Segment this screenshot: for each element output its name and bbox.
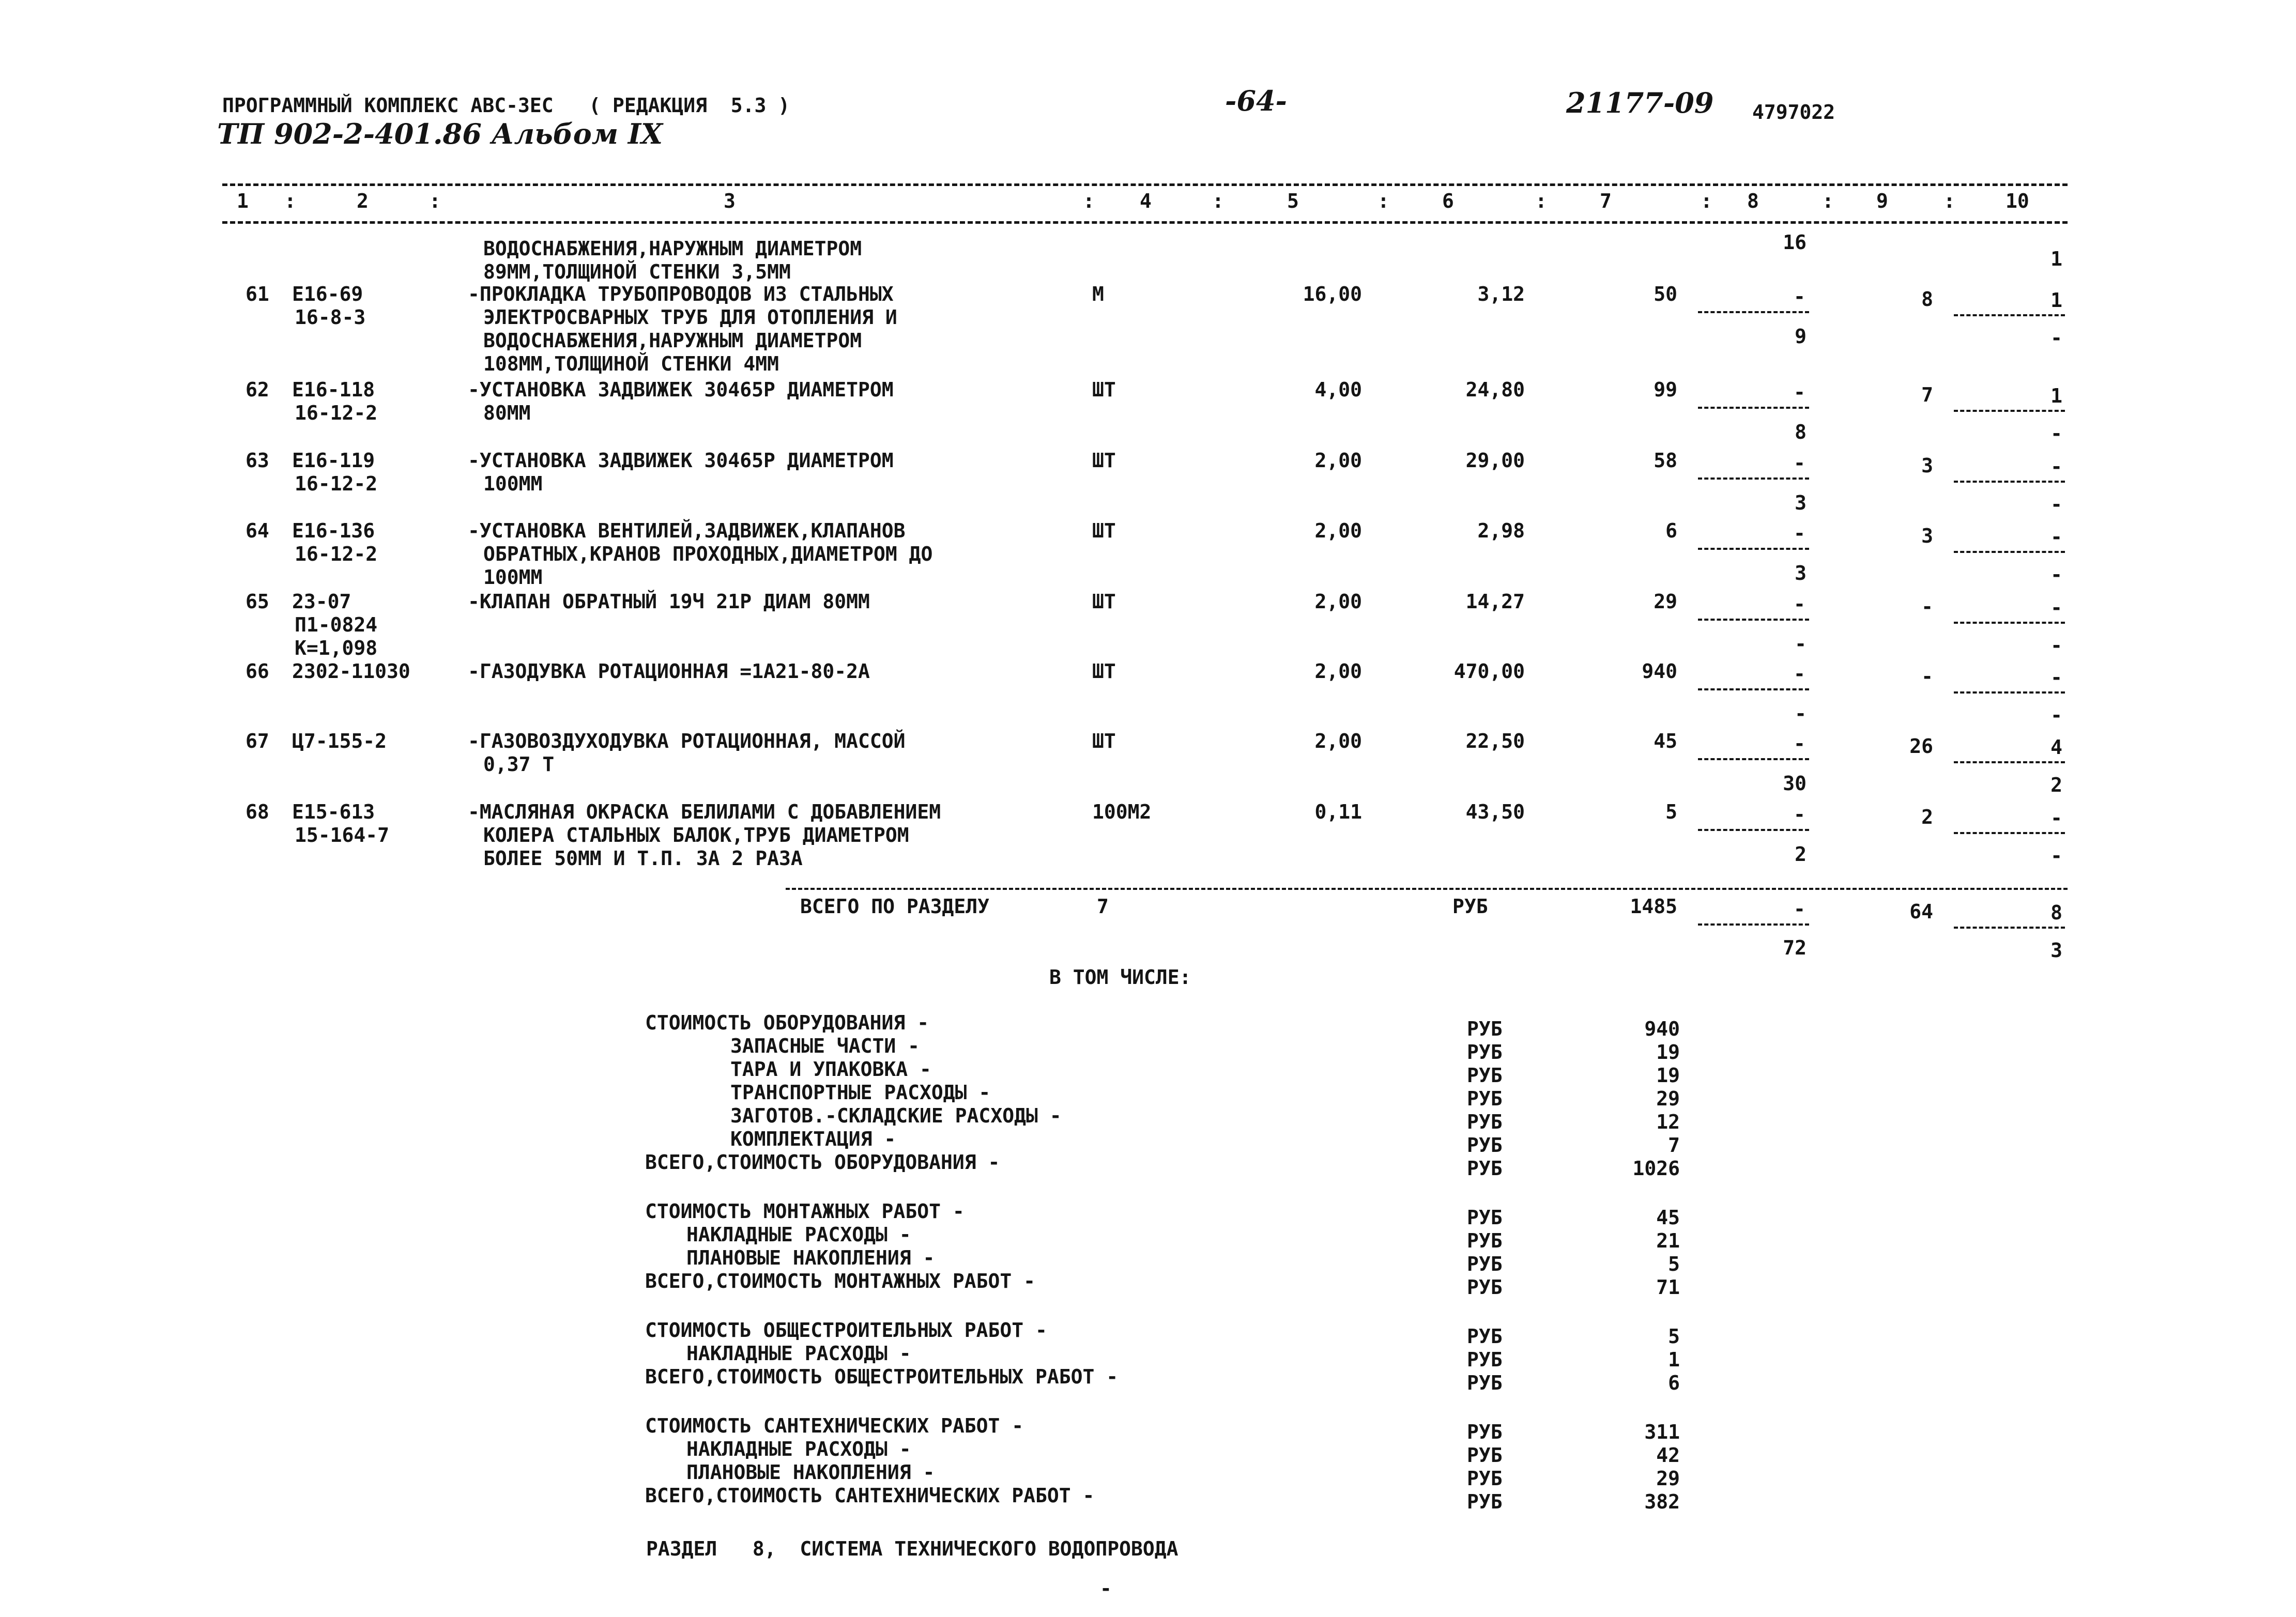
breakdown-value: 29 — [1656, 1087, 1680, 1110]
breakdown-unit: РУБ — [1467, 1087, 1503, 1110]
work-description: ВОДОСНАБЖЕНИЯ,НАРУЖНЫМ ДИАМЕТРОМ — [483, 329, 862, 352]
rate-code: Е16-136 — [292, 519, 375, 542]
unit-price: 24,80 — [1465, 378, 1525, 401]
col8-fraction-line — [1698, 311, 1809, 313]
col8-bottom: 2 — [1795, 843, 1807, 866]
document-code: 4797022 — [1752, 101, 1835, 124]
col10-bottom: 3 — [2050, 939, 2062, 962]
col10-bottom: - — [2050, 493, 2062, 516]
column-header-9: 9 — [1876, 190, 1888, 212]
col10-top: 1 — [2050, 289, 2062, 312]
unit-of-measure: ШТ — [1092, 519, 1116, 542]
column-header-8: 8 — [1747, 190, 1759, 212]
unit-price: 22,50 — [1465, 730, 1525, 752]
breakdown-unit: РУБ — [1467, 1467, 1503, 1490]
work-description: КОЛЕРА СТАЛЬНЫХ БАЛОК,ТРУБ ДИАМЕТРОМ — [483, 824, 909, 846]
section-total-label: ВСЕГО ПО РАЗДЕЛУ — [800, 895, 990, 918]
unit-of-measure: 100М2 — [1092, 800, 1152, 823]
col10-top: 8 — [2050, 901, 2062, 924]
col10-fraction-line — [1954, 927, 2065, 929]
col9-value: - — [1921, 665, 1933, 688]
column-header-6: 6 — [1442, 190, 1454, 212]
col8-bottom: 8 — [1795, 421, 1807, 443]
item-number: 68 — [246, 800, 269, 823]
total-rule — [786, 888, 2068, 890]
section-total-count: 7 — [1097, 895, 1109, 918]
breakdown-label: ПЛАНОВЫЕ НАКОПЛЕНИЯ - — [686, 1246, 935, 1269]
breakdown-label: ВСЕГО,СТОИМОСТЬ ОБОРУДОВАНИЯ - — [645, 1151, 1000, 1174]
col10-bottom: - — [2050, 844, 2062, 867]
unit-of-measure: ШТ — [1092, 660, 1116, 683]
col8-bottom: 9 — [1795, 325, 1807, 348]
breakdown-unit: РУБ — [1467, 1018, 1503, 1040]
unit-price: 29,00 — [1465, 449, 1525, 472]
breakdown-label: ПЛАНОВЫЕ НАКОПЛЕНИЯ - — [686, 1461, 935, 1484]
item-number: 67 — [246, 730, 269, 752]
column-header-10: 10 — [2006, 190, 2029, 212]
rate-code: Е16-69 — [292, 283, 363, 305]
column-separator: : — [1701, 190, 1712, 212]
item-number: 61 — [246, 283, 269, 305]
col8-value: - — [1794, 522, 1805, 545]
col8-fraction-line — [1698, 758, 1809, 760]
breakdown-value: 6 — [1668, 1372, 1680, 1394]
column-separator: : — [429, 190, 441, 212]
column-header-3: 3 — [724, 190, 736, 212]
breakdown-unit: РУБ — [1467, 1111, 1503, 1133]
quantity: 2,00 — [1314, 519, 1362, 542]
col9-value: 2 — [1921, 806, 1933, 828]
breakdown-label: ВСЕГО,СТОИМОСТЬ МОНТАЖНЫХ РАБОТ - — [645, 1270, 1035, 1292]
total-cost: 99 — [1654, 378, 1677, 401]
breakdown-unit: РУБ — [1467, 1229, 1503, 1252]
unit-price: 470,00 — [1453, 660, 1525, 683]
col10-top: - — [2050, 455, 2062, 478]
breakdown-value: 19 — [1656, 1041, 1680, 1064]
work-description: -УСТАНОВКА ЗАДВИЖЕК 30465Р ДИАМЕТРОМ — [468, 378, 894, 401]
total-cost: 29 — [1654, 590, 1677, 613]
col8-top: 16 — [1783, 231, 1807, 254]
breakdown-value: 71 — [1656, 1276, 1680, 1299]
breakdown-unit: РУБ — [1467, 1490, 1503, 1513]
breakdown-value: 12 — [1656, 1111, 1680, 1133]
column-separator: : — [1822, 190, 1834, 212]
col10-top: - — [2050, 596, 2062, 619]
section-total-unit: РУБ — [1452, 895, 1488, 918]
col9-value: 3 — [1921, 525, 1933, 547]
page-number: -64- — [1225, 84, 1287, 117]
col8-bottom: 3 — [1795, 491, 1807, 514]
unit-of-measure: ШТ — [1092, 590, 1116, 613]
work-description: 80ММ — [483, 402, 531, 424]
program-title: ПРОГРАММНЫЙ КОМПЛЕКС АВС-3ЕС ( РЕДАКЦИЯ 5.3 ) — [222, 94, 790, 117]
breakdown-value: 19 — [1656, 1064, 1680, 1087]
unit-price: 3,12 — [1477, 283, 1525, 305]
section-total-value: 1485 — [1630, 895, 1677, 918]
col10-top: 4 — [2050, 736, 2062, 759]
work-description: ЭЛЕКТРОСВАРНЫХ ТРУБ ДЛЯ ОТОПЛЕНИЯ И — [483, 306, 897, 329]
quantity: 2,00 — [1314, 660, 1362, 683]
col10-fraction-line — [1954, 691, 2065, 694]
breakdown-label: НАКЛАДНЫЕ РАСХОДЫ - — [686, 1223, 911, 1246]
item-number: 66 — [246, 660, 269, 683]
breakdown-label: СТОИМОСТЬ ОБЩЕСТРОИТЕЛЬНЫХ РАБОТ - — [645, 1319, 1047, 1342]
work-description: -ГАЗОВОЗДУХОДУВКА РОТАЦИОННАЯ, МАССОЙ — [468, 730, 906, 752]
col8-value: - — [1794, 663, 1805, 685]
breakdown-value: 29 — [1656, 1467, 1680, 1490]
next-section-heading: РАЗДЕЛ 8, СИСТЕМА ТЕХНИЧЕСКОГО ВОДОПРОВОДА — [646, 1537, 1178, 1560]
rate-code: 16-12-2 — [295, 402, 378, 424]
column-header-4: 4 — [1140, 190, 1152, 212]
rate-code: 2302-11030 — [292, 660, 410, 683]
col8-value: - — [1794, 285, 1805, 308]
work-description: -УСТАНОВКА ВЕНТИЛЕЙ,ЗАДВИЖЕК,КЛАПАНОВ — [468, 519, 906, 542]
col10-bottom: - — [2050, 563, 2062, 586]
breakdown-unit: РУБ — [1467, 1206, 1503, 1229]
col8-bottom: - — [1795, 702, 1807, 725]
col10-fraction-line — [1954, 622, 2065, 624]
col10-top: - — [2050, 526, 2062, 548]
breakdown-label: СТОИМОСТЬ МОНТАЖНЫХ РАБОТ - — [645, 1200, 965, 1223]
col8-value: - — [1794, 898, 1805, 920]
quantity: 0,11 — [1314, 800, 1362, 823]
breakdown-value: 21 — [1656, 1229, 1680, 1252]
col10-bottom: - — [2050, 634, 2062, 657]
breakdown-value: 1 — [1668, 1348, 1680, 1371]
work-description: ВОДОСНАБЖЕНИЯ,НАРУЖНЫМ ДИАМЕТРОМ — [483, 237, 862, 260]
breakdown-label: ВСЕГО,СТОИМОСТЬ ОБЩЕСТРОИТЕЛЬНЫХ РАБОТ - — [645, 1365, 1119, 1388]
col8-bottom: - — [1795, 633, 1807, 655]
breakdown-label: НАКЛАДНЫЕ РАСХОДЫ - — [686, 1438, 911, 1460]
page-footer-mark: - — [1100, 1577, 1112, 1600]
column-separator: : — [1083, 190, 1095, 212]
rate-code: Е15-613 — [292, 800, 375, 823]
breakdown-unit: РУБ — [1467, 1444, 1503, 1467]
col9-value: 3 — [1921, 454, 1933, 477]
breakdown-unit: РУБ — [1467, 1064, 1503, 1087]
col9-value: 8 — [1921, 288, 1933, 311]
col9-value: 7 — [1921, 383, 1933, 406]
column-header-2: 2 — [357, 190, 369, 212]
col9-value: 64 — [1909, 900, 1933, 923]
work-description: -УСТАНОВКА ЗАДВИЖЕК 30465Р ДИАМЕТРОМ — [468, 449, 894, 472]
rate-code: К=1,098 — [295, 637, 378, 659]
unit-price: 43,50 — [1465, 800, 1525, 823]
col8-bottom: 30 — [1783, 772, 1807, 795]
col8-value: - — [1794, 593, 1805, 615]
total-cost: 58 — [1654, 449, 1677, 472]
col10-fraction-line — [1954, 314, 2065, 316]
breakdown-label: ТАРА И УПАКОВКА - — [730, 1058, 931, 1081]
column-header-1: 1 — [237, 190, 249, 212]
document-number: 21177-09 — [1566, 86, 1714, 119]
col10-bottom: - — [2050, 327, 2062, 349]
column-header-7: 7 — [1600, 190, 1612, 212]
breakdown-label: ЗАГОТОВ.-СКЛАДСКИЕ РАСХОДЫ - — [730, 1104, 1062, 1127]
work-description: -ПРОКЛАДКА ТРУБОПРОВОДОВ ИЗ СТАЛЬНЫХ — [468, 283, 894, 305]
total-cost: 5 — [1665, 800, 1677, 823]
item-number: 64 — [246, 519, 269, 542]
col8-value: - — [1794, 803, 1805, 826]
rate-code: 15-164-7 — [295, 824, 390, 846]
rate-code: Е16-118 — [292, 378, 375, 401]
col10-bottom: 1 — [2050, 248, 2062, 270]
rate-code: Е16-119 — [292, 449, 375, 472]
col8-fraction-line — [1698, 688, 1809, 690]
breakdown-unit: РУБ — [1467, 1041, 1503, 1064]
work-description: 89ММ,ТОЛЩИНОЙ СТЕНКИ 3,5ММ — [483, 260, 791, 283]
unit-of-measure: ШТ — [1092, 449, 1116, 472]
col10-top: - — [2050, 666, 2062, 689]
col8-value: - — [1794, 381, 1805, 404]
rate-code: Ц7-155-2 — [292, 730, 387, 752]
column-separator: : — [1535, 190, 1547, 212]
col8-fraction-line — [1698, 923, 1809, 926]
work-description: 0,37 Т — [483, 753, 555, 776]
total-cost: 45 — [1654, 730, 1677, 752]
col10-bottom: - — [2050, 704, 2062, 727]
rate-code: 16-12-2 — [295, 472, 378, 495]
item-number: 65 — [246, 590, 269, 613]
breakdown-value: 382 — [1644, 1490, 1680, 1513]
work-description: ОБРАТНЫХ,КРАНОВ ПРОХОДНЫХ,ДИАМЕТРОМ ДО — [483, 543, 933, 565]
col10-fraction-line — [1954, 410, 2065, 412]
breakdown-unit: РУБ — [1467, 1348, 1503, 1371]
header-rule-bottom — [222, 221, 2068, 224]
col8-value: - — [1794, 732, 1805, 755]
col8-fraction-line — [1698, 619, 1809, 621]
breakdown-unit: РУБ — [1467, 1157, 1503, 1180]
column-separator: : — [1377, 190, 1389, 212]
quantity: 4,00 — [1314, 378, 1362, 401]
breakdown-value: 7 — [1668, 1134, 1680, 1157]
work-description: 100ММ — [483, 472, 543, 495]
work-description: -КЛАПАН ОБРАТНЫЙ 19Ч 21Р ДИАМ 80ММ — [468, 590, 870, 613]
col8-fraction-line — [1698, 478, 1809, 480]
col10-fraction-line — [1954, 832, 2065, 834]
column-separator: : — [284, 190, 296, 212]
breakdown-unit: РУБ — [1467, 1134, 1503, 1157]
header-rule-top — [222, 183, 2068, 186]
total-cost: 6 — [1665, 519, 1677, 542]
col9-value: - — [1921, 595, 1933, 618]
breakdown-label: ВСЕГО,СТОИМОСТЬ САНТЕХНИЧЕСКИХ РАБОТ - — [645, 1484, 1095, 1507]
col8-fraction-line — [1698, 548, 1809, 550]
unit-price: 14,27 — [1465, 590, 1525, 613]
quantity: 2,00 — [1314, 449, 1362, 472]
breakdown-unit: РУБ — [1467, 1372, 1503, 1394]
breakdown-unit: РУБ — [1467, 1276, 1503, 1299]
breakdown-label: СТОИМОСТЬ ОБОРУДОВАНИЯ - — [645, 1011, 929, 1034]
work-description: -МАСЛЯНАЯ ОКРАСКА БЕЛИЛАМИ С ДОБАВЛЕНИЕМ — [468, 800, 941, 823]
breakdown-label: НАКЛАДНЫЕ РАСХОДЫ - — [686, 1342, 911, 1365]
breakdown-value: 42 — [1656, 1444, 1680, 1467]
breakdown-label: ТРАНСПОРТНЫЕ РАСХОДЫ - — [730, 1081, 991, 1104]
unit-of-measure: ШТ — [1092, 730, 1116, 752]
work-description: 108ММ,ТОЛЩИНОЙ СТЕНКИ 4ММ — [483, 352, 779, 375]
rate-code: 16-12-2 — [295, 543, 378, 565]
col8-bottom: 3 — [1795, 562, 1807, 584]
unit-price: 2,98 — [1477, 519, 1525, 542]
rate-code: П1-0824 — [295, 613, 378, 636]
breakdown-value: 940 — [1644, 1018, 1680, 1040]
col10-bottom: 2 — [2050, 774, 2062, 796]
breakdown-unit: РУБ — [1467, 1253, 1503, 1275]
col10-top: 1 — [2050, 384, 2062, 407]
rate-code: 16-8-3 — [295, 306, 366, 329]
breakdown-label: СТОИМОСТЬ САНТЕХНИЧЕСКИХ РАБОТ - — [645, 1414, 1024, 1437]
work-description: БОЛЕЕ 50ММ И Т.П. ЗА 2 РАЗА — [483, 847, 803, 870]
col8-value: - — [1794, 452, 1805, 474]
work-description: -ГАЗОДУВКА РОТАЦИОННАЯ =1А21-80-2А — [468, 660, 870, 683]
unit-of-measure: М — [1092, 283, 1104, 305]
including-label: В ТОМ ЧИСЛЕ: — [1049, 966, 1191, 989]
col8-fraction-line — [1698, 829, 1809, 831]
item-number: 63 — [246, 449, 269, 472]
column-separator: : — [1943, 190, 1955, 212]
breakdown-value: 5 — [1668, 1325, 1680, 1348]
col9-value: 26 — [1909, 735, 1933, 758]
col10-fraction-line — [1954, 761, 2065, 763]
item-number: 62 — [246, 378, 269, 401]
quantity: 2,00 — [1314, 730, 1362, 752]
col10-top: - — [2050, 807, 2062, 829]
breakdown-label: ЗАПАСНЫЕ ЧАСТИ - — [730, 1035, 920, 1057]
breakdown-value: 45 — [1656, 1206, 1680, 1229]
col10-fraction-line — [1954, 481, 2065, 483]
breakdown-unit: РУБ — [1467, 1325, 1503, 1348]
breakdown-label: КОМПЛЕКТАЦИЯ - — [730, 1128, 896, 1150]
column-header-5: 5 — [1287, 190, 1299, 212]
album-reference: ТП 902-2-401.86 Альбом IX — [217, 117, 663, 150]
rate-code: 23-07 — [292, 590, 351, 613]
breakdown-value: 311 — [1644, 1421, 1680, 1443]
quantity: 2,00 — [1314, 590, 1362, 613]
unit-of-measure: ШТ — [1092, 378, 1116, 401]
column-separator: : — [1212, 190, 1224, 212]
col8-fraction-line — [1698, 407, 1809, 409]
breakdown-value: 5 — [1668, 1253, 1680, 1275]
breakdown-value: 1026 — [1632, 1157, 1680, 1180]
col10-bottom: - — [2050, 422, 2062, 445]
work-description: 100ММ — [483, 566, 543, 589]
breakdown-unit: РУБ — [1467, 1421, 1503, 1443]
total-cost: 940 — [1642, 660, 1677, 683]
col10-fraction-line — [1954, 551, 2065, 553]
total-cost: 50 — [1654, 283, 1677, 305]
quantity: 16,00 — [1303, 283, 1362, 305]
col8-bottom: 72 — [1783, 936, 1807, 959]
